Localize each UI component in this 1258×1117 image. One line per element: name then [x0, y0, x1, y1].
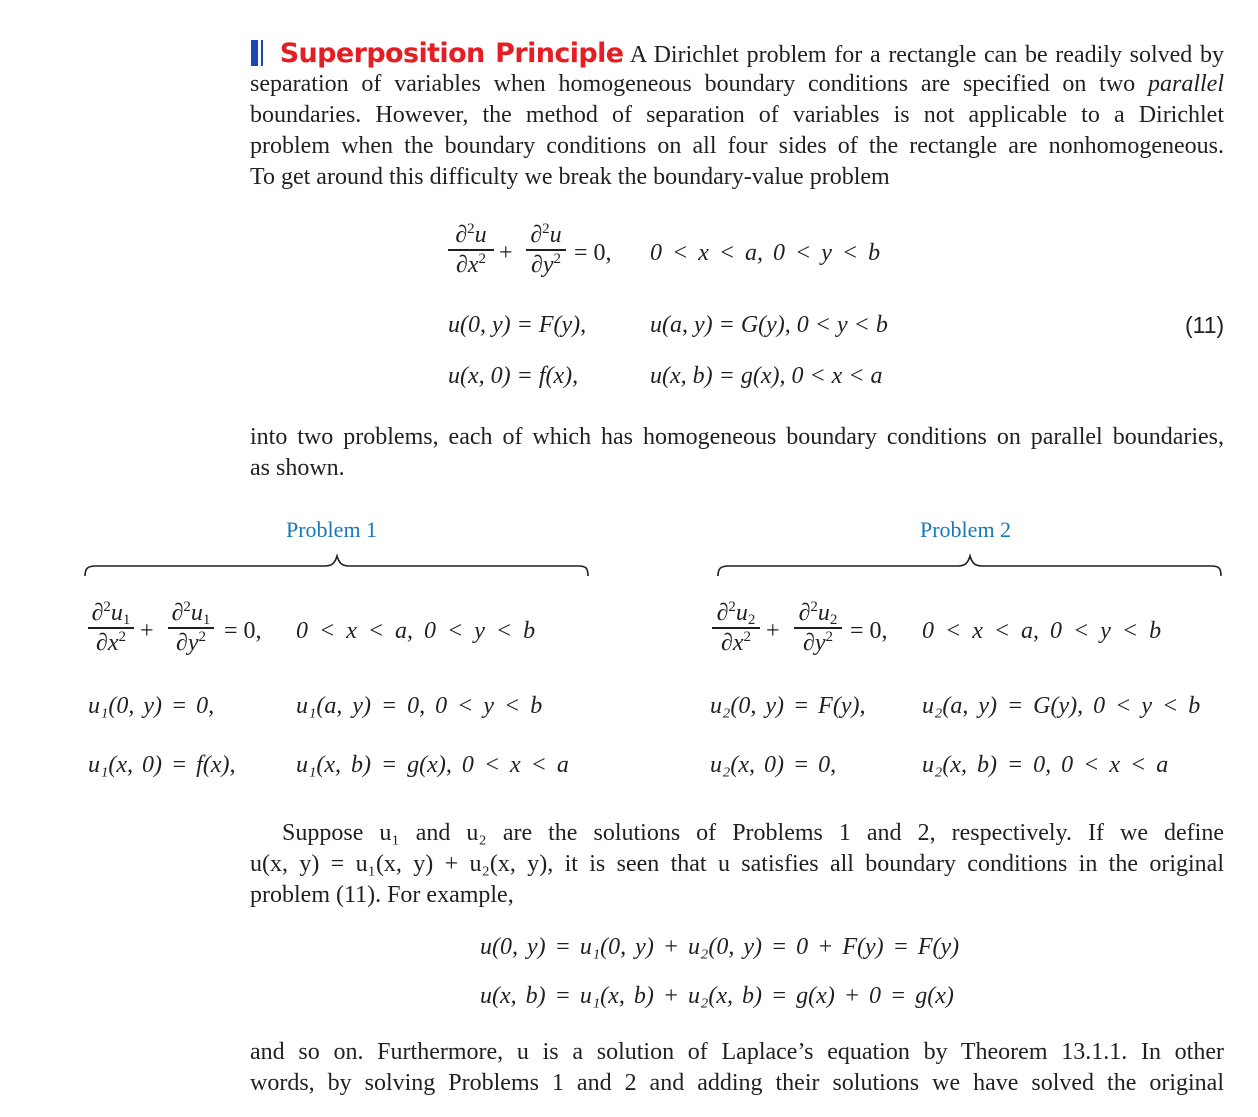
closing-line-2: words, by solving Problems 1 and 2 and adding their solutions we have solved the original	[250, 1070, 1224, 1096]
middle-paragraph	[250, 422, 1224, 484]
p2-frac-uxx: $\partial^2u_2$ $\partial x^2$	[712, 600, 760, 656]
eq11-frac-uyy: ∂$^2$u $\partial y^2$	[526, 222, 566, 278]
p2-bc2-left: u₂(x, 0) = 0,	[710, 752, 837, 778]
heading-bar-icon	[250, 40, 272, 66]
intro-line-2-text: separation of variables when homogeneous boundary conditions are specified on two	[250, 71, 1136, 97]
closing-line-1: and so on. Furthermore, u is a solution of Laplace’s equation by Theorem 13.1.1. In other	[250, 1039, 1224, 1065]
eq11-bc2-left: u(x, 0) = f(x),	[448, 363, 579, 389]
eq11-bc1-right: u(a, y) = G(y), 0 < y < b	[650, 312, 888, 338]
problem-1-brace	[82, 552, 592, 578]
eq11-bc1-left: u(0, y) = F(y),	[448, 312, 587, 338]
intro-line-2	[250, 69, 1224, 100]
example-equation-1: u(0, y) = u₁(0, y) + u₂(0, y) = 0 + F(y) = F(y)	[480, 934, 960, 960]
problem-2-label: Problem 2	[920, 517, 1012, 542]
eq11-domain: 0 < x < a, 0 < y < b	[650, 240, 881, 266]
p1-bc1-left: u₁(0, y) = 0,	[88, 693, 215, 719]
eq11-frac-uxx: ∂$^2$u $\partial x^2$	[448, 222, 494, 278]
p1-frac-uyy: $\partial^2u_1$ $\partial y^2$	[168, 600, 214, 656]
intro-line-1-text: A Dirichlet problem for a rectangle can be readily solved by	[629, 42, 1224, 68]
p2-bc2-right: u₂(x, b) = 0, 0 < x < a	[922, 752, 1169, 778]
p2-domain: 0 < x < a, 0 < y < b	[922, 618, 1162, 644]
closing-paragraph	[250, 1037, 1224, 1099]
middle-line-2: as shown.	[250, 455, 345, 481]
suppose-paragraph	[250, 818, 1224, 911]
intro-line-3: boundaries. However, the method of separation of variables is not applicable to a Dirichlet	[250, 102, 1224, 128]
p2-rhs: = 0,	[850, 618, 888, 644]
p2-bc1-right: u₂(a, y) = G(y), 0 < y < b	[922, 693, 1201, 719]
intro-line-4: problem when the boundary conditions on all four sides of the rectangle are nonhomogeneous.	[250, 133, 1224, 159]
problem-1-label: Problem 1	[286, 517, 378, 542]
eq11-plus: +	[499, 240, 513, 266]
p1-rhs: = 0,	[224, 618, 262, 644]
suppose-line-3: problem (11). For example,	[250, 882, 514, 908]
p2-plus: +	[766, 618, 780, 644]
p2-bc1-left: u₂(0, y) = F(y),	[710, 693, 866, 719]
eq11-rhs: = 0,	[574, 240, 612, 266]
eq11-number: (11)	[1185, 312, 1225, 338]
p2-frac-uyy: $\partial^2u_2$ $\partial y^2$	[794, 600, 842, 656]
p1-bc1-right: u₁(a, y) = 0, 0 < y < b	[296, 693, 543, 719]
p1-bc2-right: u₁(x, b) = g(x), 0 < x < a	[296, 752, 569, 778]
p1-domain: 0 < x < a, 0 < y < b	[296, 618, 536, 644]
example-equation-2: u(x, b) = u₁(x, b) + u₂(x, b) = g(x) + 0 = g(x)	[480, 983, 954, 1009]
p1-frac-uxx: $\partial^2u_1$ $\partial x^2$	[88, 600, 134, 656]
intro-line-5: To get around this difficulty we break the boundary-value problem	[250, 164, 890, 190]
suppose-line-2: u(x, y) = u₁(x, y) + u₂(x, y), it is seen that u satisfies all boundary conditions in the original	[250, 851, 1224, 877]
p1-plus: +	[140, 618, 154, 644]
intro-line-1	[250, 38, 1224, 69]
intro-emphasis: parallel	[1148, 71, 1224, 97]
eq11-bc2-right: u(x, b) = g(x), 0 < x < a	[650, 363, 883, 389]
intro-paragraph	[250, 38, 1224, 193]
section-heading: Superposition Principle	[279, 38, 624, 69]
p1-bc2-left: u₁(x, 0) = f(x),	[88, 752, 236, 778]
suppose-line-1: Suppose u₁ and u₂ are the solutions of Problems 1 and 2, respectively. If we define	[282, 820, 1224, 846]
middle-line-1: into two problems, each of which has homogeneous boundary conditions on parallel boundaries,	[250, 424, 1224, 450]
problem-2-brace	[715, 552, 1225, 578]
